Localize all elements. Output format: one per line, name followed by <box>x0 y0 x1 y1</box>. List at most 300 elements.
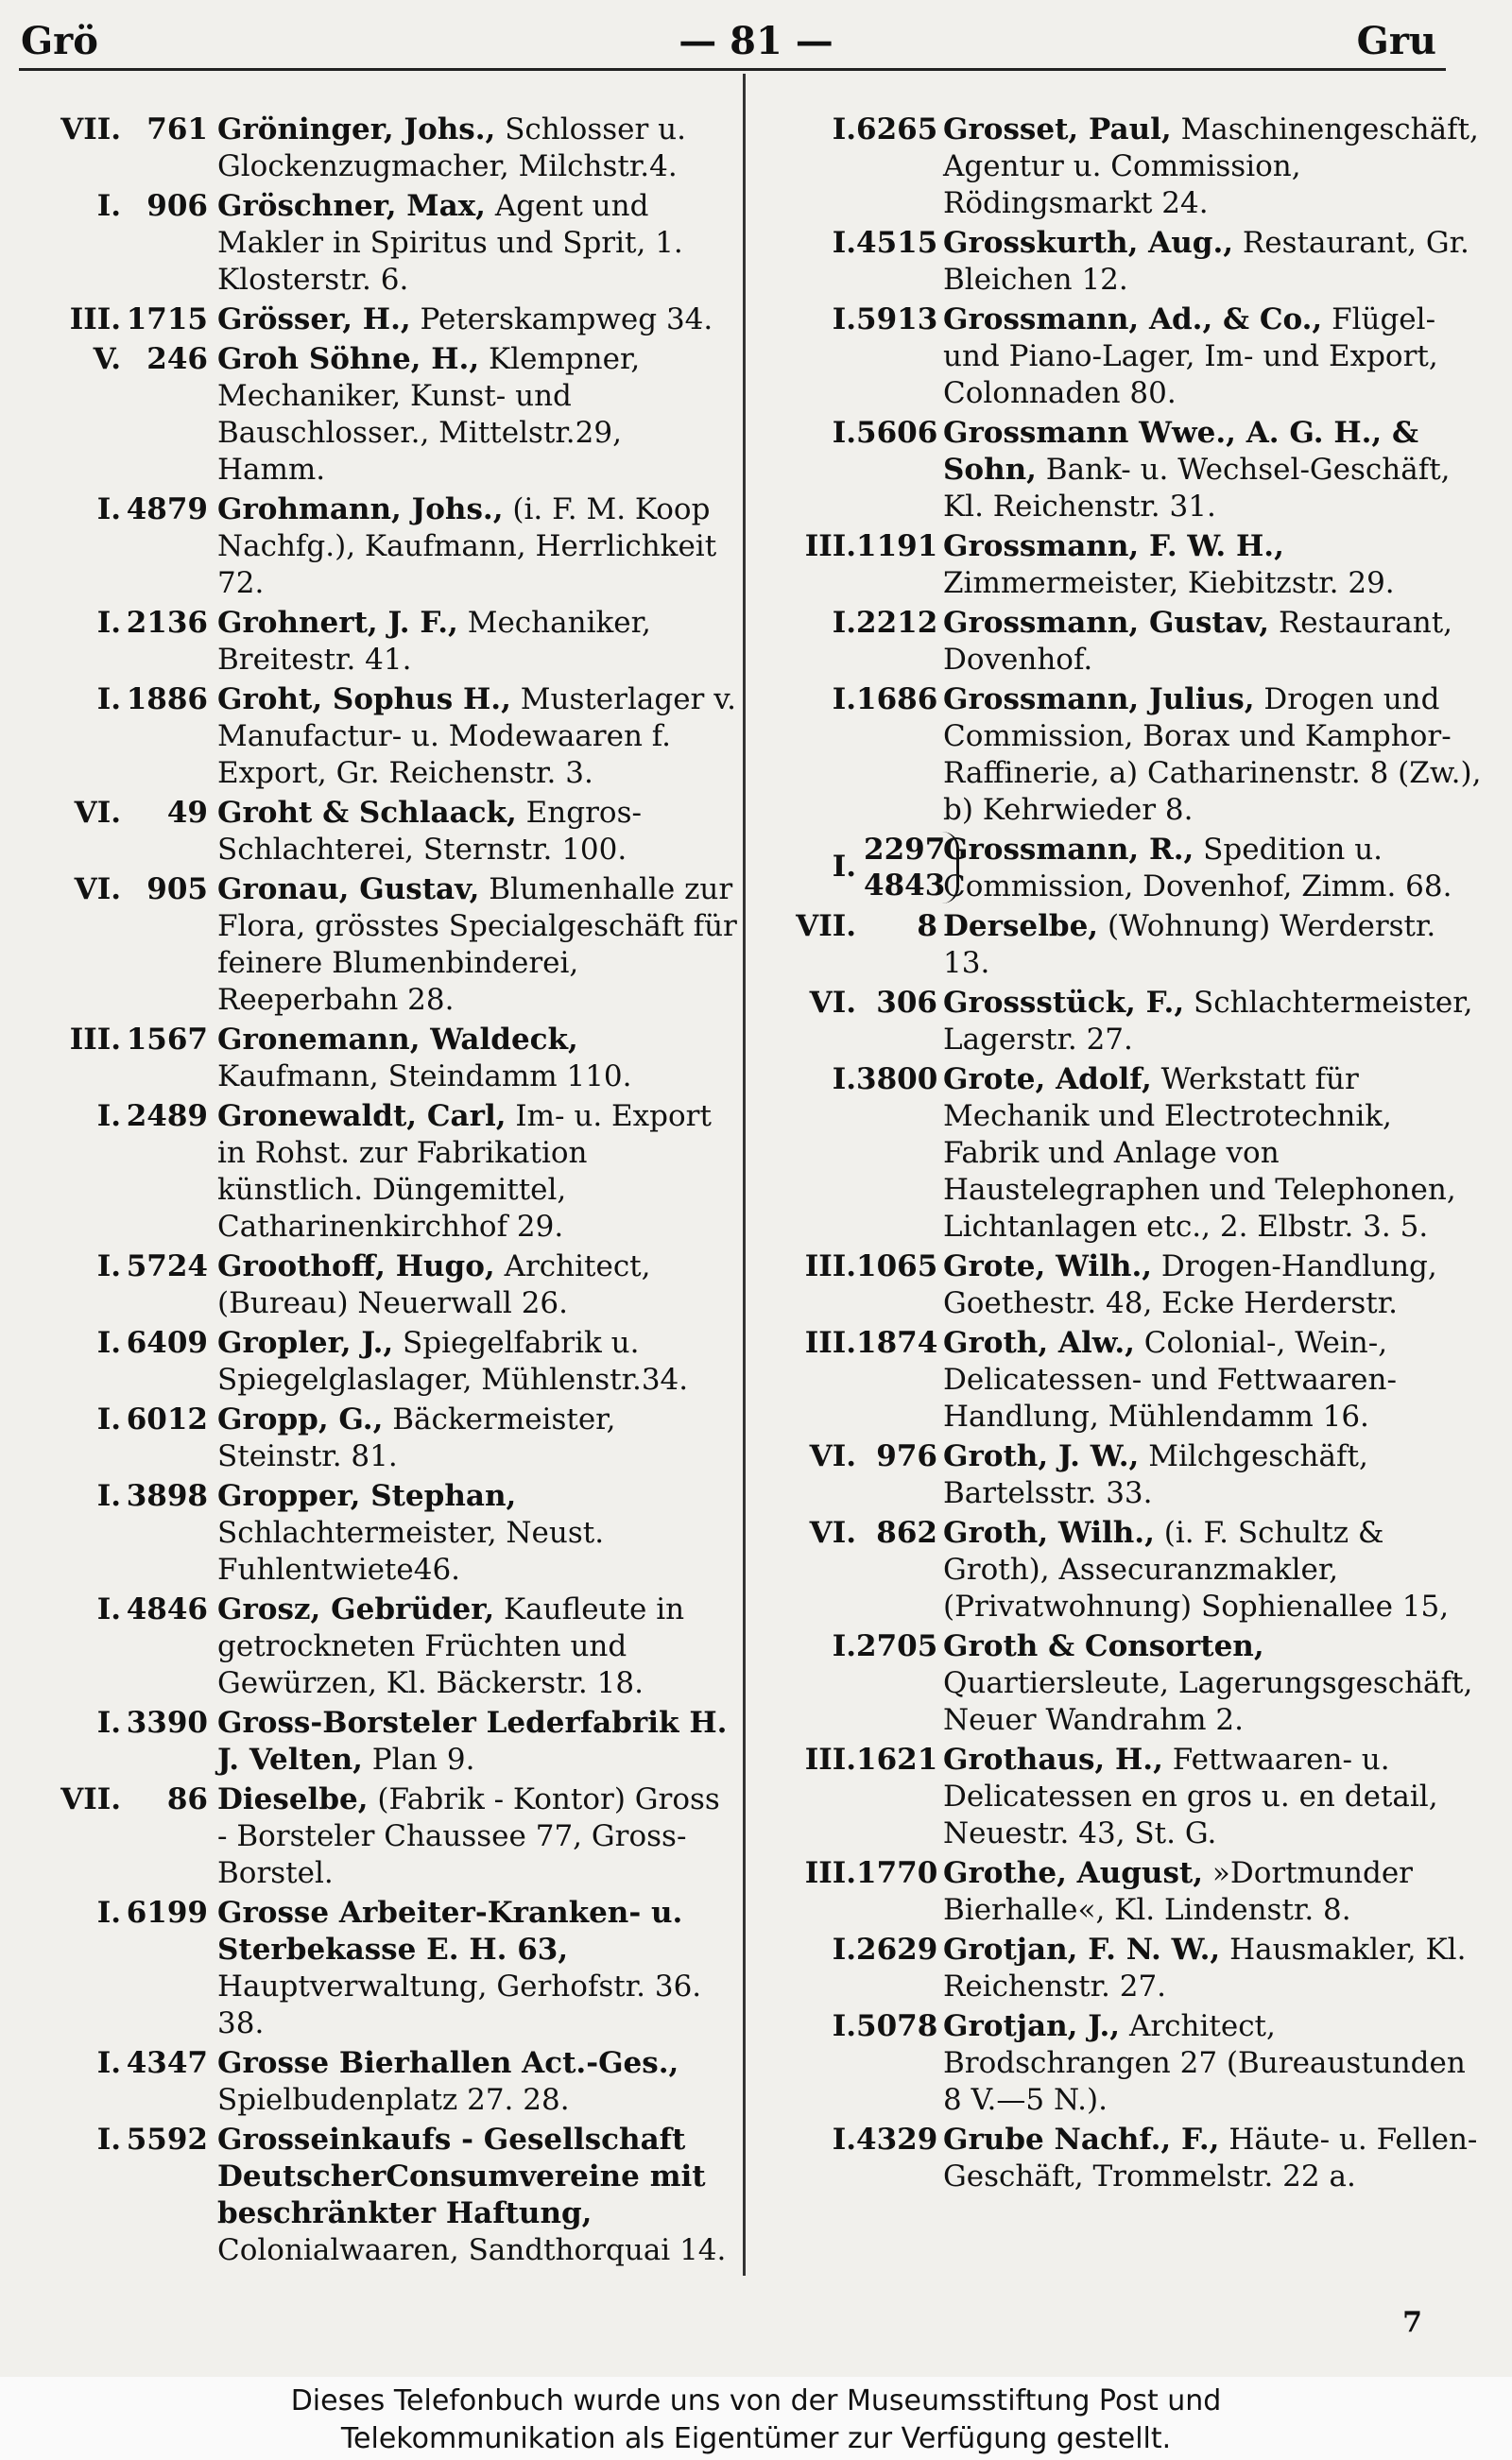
entry-name: Grotjan, F. N. W., <box>943 1933 1221 1967</box>
entry-body <box>217 1325 737 1399</box>
entry-number-group <box>860 832 959 903</box>
entry-number: 5724 <box>126 1249 208 1283</box>
entry-number: 3898 <box>126 1479 208 1513</box>
entry-description: Bank- u. Wechsel-Geschäft, Kl. Reichenstr. 31. <box>943 453 1451 524</box>
entry-description: Hausmakler, Kl. Reichenstr. 27. <box>943 1933 1467 2004</box>
entry-name: Grosseinkaufs - Gesellschaft DeutscherConsumvereine mit beschränkter Haftung, <box>217 2123 706 2230</box>
entry-phone <box>764 1628 943 1665</box>
entry-rayon: III. <box>804 529 856 563</box>
entry-phone <box>764 1248 943 1285</box>
entry-rayon: I. <box>832 1933 856 1967</box>
entry-number: 4843 <box>864 869 946 903</box>
entry-name: Gropper, Stephan, <box>217 1479 517 1513</box>
entry-phone <box>764 225 943 262</box>
entry-phone <box>9 1402 217 1438</box>
entry-phone <box>764 2122 943 2159</box>
entry-name: Gronau, Gustav, <box>217 872 480 906</box>
entry-description: Häute- u. Fellen-Geschäft, Trommelstr. 22 a. <box>943 2123 1478 2193</box>
entry-name: Grothe, August, <box>943 1856 1204 1890</box>
entry-rayon: I. <box>832 1629 856 1663</box>
entry-body <box>943 1438 1482 1512</box>
entry-rayon: I. <box>832 416 856 450</box>
entry-number: 905 <box>146 872 208 906</box>
entry-body <box>217 1781 737 1892</box>
entry-phone <box>764 605 943 642</box>
entry-name: Gropp, G., <box>217 1402 384 1436</box>
entry-rayon: I. <box>832 606 856 640</box>
entry-name: Grossmann, Gustav, <box>943 606 1270 640</box>
entry-body <box>943 1628 1482 1739</box>
entry-description: Spielbudenplatz 27. 28. <box>217 2083 570 2117</box>
entry-rayon: I. <box>96 1706 121 1740</box>
footer-line-2: Telekommunikation als Eigentümer zur Verfügung gestellt. <box>340 2422 1172 2455</box>
entry-number: 3390 <box>126 1706 208 1740</box>
entry-number: 49 <box>166 796 208 830</box>
entry-name: Grote, Wilh., <box>943 1249 1153 1283</box>
entry-body <box>217 1402 737 1475</box>
entry-number: 1567 <box>126 1023 208 1057</box>
directory-entry <box>9 1402 737 1475</box>
entry-body <box>217 1022 737 1095</box>
entry-phone <box>764 1061 943 1098</box>
entry-body <box>217 1591 737 1702</box>
entry-phone <box>764 681 943 718</box>
entry-phone <box>9 1895 217 1932</box>
directory-entry <box>9 2045 737 2119</box>
entry-rayon: I. <box>96 1896 121 1930</box>
entry-body <box>943 832 1482 905</box>
entry-number: 1686 <box>856 682 938 716</box>
directory-entry <box>9 301 737 338</box>
entry-body <box>217 1248 737 1322</box>
entry-name: Dieselbe, <box>217 1782 369 1816</box>
entry-name: Grosse Bierhallen Act.-Ges., <box>217 2046 679 2080</box>
entry-name: Groht & Schlaack, <box>217 796 517 830</box>
entry-body <box>943 985 1482 1058</box>
entry-number: 4329 <box>856 2123 938 2157</box>
entry-description: Plan 9. <box>371 1743 475 1777</box>
entry-phone <box>764 1325 943 1362</box>
entry-body <box>943 681 1482 829</box>
entry-phone <box>764 415 943 452</box>
entry-body <box>943 2122 1482 2195</box>
entry-rayon: VII. <box>60 112 121 146</box>
entry-phone <box>9 1781 217 1818</box>
directory-entry <box>764 1932 1482 2005</box>
entry-number: 2629 <box>856 1933 938 1967</box>
entry-rayon: III. <box>804 1326 856 1360</box>
entry-number: 1715 <box>126 302 208 336</box>
entry-name: Grosset, Paul, <box>943 112 1172 146</box>
entry-body <box>943 1515 1482 1626</box>
entry-description: Fettwaaren- u. Delicatessen en gros u. en detail, Neuestr. 43, St. G. <box>943 1743 1438 1850</box>
entry-description: (Wohnung) Werderstr. 13. <box>943 909 1436 980</box>
entry-name: Grossmann, Julius, <box>943 682 1255 716</box>
entry-number: 5078 <box>856 2009 938 2043</box>
entry-phone <box>9 2122 217 2159</box>
entry-name: Grotjan, J., <box>943 2009 1121 2043</box>
directory-entry <box>9 341 737 489</box>
entry-rayon: V. <box>93 342 121 376</box>
entry-description: Klempner, Mechaniker, Kunst- und Bauschlosser., Mittelstr.29, Hamm. <box>217 342 641 487</box>
entry-rayon: VI. <box>809 1516 856 1550</box>
entry-phone <box>9 1248 217 1285</box>
entry-name: Gronewaldt, Carl, <box>217 1099 507 1133</box>
entry-phone <box>764 1515 943 1552</box>
entry-rayon: I. <box>832 1062 856 1096</box>
entry-number: 862 <box>876 1516 937 1550</box>
entry-name: Grote, Adolf, <box>943 1062 1152 1096</box>
entry-description: Restaurant, Dovenhof. <box>943 606 1453 677</box>
entry-phone <box>9 1705 217 1742</box>
directory-entry <box>764 832 1482 905</box>
directory-entry <box>764 1325 1482 1436</box>
entry-description: Werkstatt für Mechanik und Electrotechnik, Fabrik und Anlage von Haustelegraphen und Telephonen, Lichtanlagen etc., 2. Elbstr. 3. 5. <box>943 1062 1456 1244</box>
entry-rayon: I. <box>96 1479 121 1513</box>
entry-description: Agent und Makler in Spiritus und Sprit, 1. Klosterstr. 6. <box>217 189 683 297</box>
entry-number: 2489 <box>126 1099 208 1133</box>
entry-number: 5913 <box>856 302 938 336</box>
column-divider <box>743 74 746 2276</box>
directory-entry <box>9 1098 737 1246</box>
entry-name: Grösser, H., <box>217 302 411 336</box>
entry-body <box>943 1325 1482 1436</box>
entry-description: Colonialwaaren, Sandthorquai 14. <box>217 2233 727 2267</box>
entry-rayon: VII. <box>796 909 856 943</box>
entry-description: Im- u. Export in Rohst. zur Fabrikation künstlich. Düngemittel, Catharinenkirchhof 29. <box>217 1099 712 1244</box>
directory-entry <box>764 528 1482 602</box>
entry-name: Groth, Wilh., <box>943 1516 1155 1550</box>
page-number: — 81 — <box>679 19 833 63</box>
entry-phone <box>9 1098 217 1135</box>
entry-body <box>943 1248 1482 1322</box>
entry-number: 1191 <box>856 529 938 563</box>
entry-rayon: I. <box>832 302 856 336</box>
footer-line-1: Dieses Telefonbuch wurde uns von der Museumsstiftung Post und <box>290 2384 1222 2417</box>
entry-number: 2297 <box>864 833 946 867</box>
entry-number: 5592 <box>126 2123 208 2157</box>
entry-rayon: III. <box>804 1743 856 1777</box>
entry-rayon: I. <box>96 1249 121 1283</box>
directory-entry <box>764 1515 1482 1626</box>
entry-name: Grossstück, F., <box>943 986 1185 1020</box>
entry-name: Grosse Arbeiter-Kranken- u. Sterbekasse E. H. 63, <box>217 1896 683 1967</box>
directory-entry <box>9 795 737 869</box>
entry-body <box>943 1855 1482 1929</box>
directory-entry <box>764 225 1482 299</box>
entry-number: 2212 <box>856 606 938 640</box>
entry-body <box>217 871 737 1019</box>
page-header <box>0 0 1512 66</box>
entry-description: Quartiersleute, Lagerungsgeschäft, Neuer Wandrahm 2. <box>943 1666 1473 1737</box>
entry-description: Spiegelfabrik u. Spiegelglaslager, Mühlenstr.34. <box>217 1326 689 1397</box>
entry-phone <box>764 1855 943 1892</box>
directory-entry <box>764 415 1482 525</box>
directory-entry <box>9 491 737 602</box>
entry-description: Zimmermeister, Kiebitzstr. 29. <box>943 566 1395 600</box>
header-left-keyword: Grö <box>21 19 98 63</box>
entry-rayon: VI. <box>809 1439 856 1473</box>
right-column <box>764 112 1482 2198</box>
entry-rayon: I. <box>832 112 856 146</box>
entry-body <box>217 112 737 185</box>
directory-entry <box>9 681 737 792</box>
directory-entry <box>9 871 737 1019</box>
entry-body <box>217 2045 737 2119</box>
entry-rayon: III. <box>69 1023 121 1057</box>
entry-number: 6012 <box>126 1402 208 1436</box>
entry-phone <box>9 1022 217 1058</box>
entry-number: 6199 <box>126 1896 208 1930</box>
entry-phone <box>764 985 943 1022</box>
entry-description: Mechaniker, Breitestr. 41. <box>217 606 651 677</box>
directory-entry <box>9 1895 737 2042</box>
left-column <box>9 112 737 2272</box>
entry-description: Schlachtermeister, Neust. Fuhlentwiete46. <box>217 1516 605 1587</box>
entry-rayon: I. <box>96 606 121 640</box>
entry-body <box>217 1098 737 1246</box>
directory-entry <box>9 188 737 299</box>
entry-name: Groth, Alw., <box>943 1326 1135 1360</box>
entry-number: 1886 <box>126 682 208 716</box>
entry-number: 906 <box>146 189 208 223</box>
directory-entry <box>764 112 1482 222</box>
directory-entry <box>9 1705 737 1779</box>
entry-rayon: III. <box>804 1856 856 1890</box>
entry-number: 4846 <box>126 1592 208 1626</box>
entry-body <box>943 1932 1482 2005</box>
entry-name: Derselbe, <box>943 909 1099 943</box>
entry-description: Drogen und Commission, Borax und Kamphor-Raffinerie, a) Catharinenstr. 8 (Zw.), b) Kehrwieder 8. <box>943 682 1482 827</box>
directory-entry <box>764 681 1482 829</box>
entry-phone <box>9 112 217 148</box>
entry-rayon: I. <box>832 682 856 716</box>
entry-rayon: I. <box>832 226 856 260</box>
entry-phone <box>9 681 217 718</box>
entry-name: Grossmann, Ad., & Co., <box>943 302 1323 336</box>
directory-entry <box>764 908 1482 982</box>
entry-number: 976 <box>876 1439 937 1473</box>
directory-entry <box>764 1248 1482 1322</box>
entry-phone <box>764 1438 943 1475</box>
entry-description: (Fabrik - Kontor) Gross - Borsteler Chaussee 77, Gross-Borstel. <box>217 1782 720 1890</box>
entry-description: Schlachtermeister, Lagerstr. 27. <box>943 986 1473 1057</box>
entry-phone <box>9 341 217 378</box>
entry-description: Kaufmann, Steindamm 110. <box>217 1059 632 1093</box>
entry-description: Musterlager v. Manufactur- u. Modewaaren f. Export, Gr. Reichenstr. 3. <box>217 682 736 790</box>
entry-description: Restaurant, Gr. Bleichen 12. <box>943 226 1469 297</box>
entry-description: Spedition u. Commission, Dovenhof, Zimm. 68. <box>943 833 1452 903</box>
entry-number: 4347 <box>126 2046 208 2080</box>
entry-name: Gröschner, Max, <box>217 189 486 223</box>
entry-body <box>943 225 1482 299</box>
entry-rayon: I. <box>96 492 121 526</box>
entry-phone <box>9 1478 217 1515</box>
entry-name: Groh Söhne, H., <box>217 342 480 376</box>
entry-phone <box>764 832 946 903</box>
entry-description: Maschinengeschäft, Agentur u. Commission, Rödingsmarkt 24. <box>943 112 1479 220</box>
entry-body <box>943 2008 1482 2119</box>
entry-phone <box>9 795 217 832</box>
entry-number: 246 <box>146 342 208 376</box>
directory-entry <box>764 301 1482 412</box>
directory-entry <box>9 1781 737 1892</box>
directory-entry <box>9 1022 737 1095</box>
entry-phone <box>764 528 943 565</box>
entry-rayon: I. <box>832 2009 856 2043</box>
entry-body <box>217 341 737 489</box>
entry-number: 761 <box>146 112 208 146</box>
entry-phone <box>9 1325 217 1362</box>
entry-description: Architect, Brodschrangen 27 (Bureaustunden 8 V.—5 N.). <box>943 2009 1466 2117</box>
entry-phone <box>9 871 217 908</box>
entry-phone <box>9 188 217 225</box>
entry-description: Schlosser u. Glockenzugmacher, Milchstr.4. <box>217 112 686 183</box>
page-mark: 7 <box>1402 2306 1422 2339</box>
entry-body <box>943 1742 1482 1852</box>
entry-number: 8 <box>917 909 937 943</box>
entry-phone <box>9 2045 217 2082</box>
footer-notice <box>0 2377 1512 2460</box>
entry-body <box>943 528 1482 602</box>
entry-number: 86 <box>166 1782 208 1816</box>
entry-phone <box>9 605 217 642</box>
directory-entry <box>764 1855 1482 1929</box>
entry-rayon: III. <box>804 1249 856 1283</box>
entry-description: Colonial-, Wein-, Delicatessen- und Fettwaaren-Handlung, Mühlendamm 16. <box>943 1326 1397 1434</box>
entry-rayon: I. <box>832 2123 856 2157</box>
entry-name: Grothaus, H., <box>943 1743 1163 1777</box>
entry-rayon: I. <box>832 849 856 884</box>
entry-description: Drogen-Handlung, Goethestr. 48, Ecke Herderstr. <box>943 1249 1437 1320</box>
entry-number: 2136 <box>126 606 208 640</box>
entry-rayon: I. <box>96 189 121 223</box>
entry-phone <box>764 2008 943 2045</box>
entry-description: (i. F. Schultz & Groth), Assecuranzmakler, (Privatwohnung) Sophienallee 15, <box>943 1516 1450 1624</box>
entry-body <box>943 605 1482 679</box>
entry-number: 6265 <box>856 112 938 146</box>
entry-description: Milchgeschäft, Bartelsstr. 33. <box>943 1439 1368 1510</box>
directory-entry <box>9 1591 737 1702</box>
directory-entry <box>764 2122 1482 2195</box>
entry-name: Grossmann, F. W. H., <box>943 529 1284 563</box>
entry-number: 4515 <box>856 226 938 260</box>
directory-entry <box>9 1478 737 1589</box>
entry-body <box>217 2122 737 2269</box>
entry-name: Grohmann, Johs., <box>217 492 504 526</box>
entry-number: 1065 <box>856 1249 938 1283</box>
directory-entry <box>9 605 737 679</box>
entry-phone <box>9 301 217 338</box>
directory-entry <box>764 1628 1482 1739</box>
entry-phone <box>764 908 943 945</box>
entry-rayon: I. <box>96 1326 121 1360</box>
entry-description: (i. F. M. Koop Nachfg.), Kaufmann, Herrlichkeit 72. <box>217 492 717 600</box>
header-right-keyword: Gru <box>1356 19 1436 63</box>
entry-body <box>943 908 1482 982</box>
entry-name: Gropler, J., <box>217 1326 394 1360</box>
entry-name: Grube Nachf., F., <box>943 2123 1220 2157</box>
entry-name: Gronemann, Waldeck, <box>217 1023 578 1057</box>
entry-phone <box>9 1591 217 1628</box>
entry-name: Groth & Consorten, <box>943 1629 1264 1663</box>
entry-description: »Dortmunder Bierhalle«, Kl. Lindenstr. 8. <box>943 1856 1413 1927</box>
entry-description: Blumenhalle zur Flora, grösstes Specialgeschäft für feinere Blumenbinderei, Reeperbahn 28. <box>217 872 737 1017</box>
entry-body <box>217 681 737 792</box>
entry-name: Gröninger, Johs., <box>217 112 496 146</box>
entry-body <box>943 1061 1482 1246</box>
entry-phone <box>9 491 217 528</box>
entry-number: 6409 <box>126 1326 208 1360</box>
entry-body <box>217 188 737 299</box>
entry-rayon: I. <box>96 2046 121 2080</box>
entry-rayon: III. <box>69 302 121 336</box>
entry-name: Groothoff, Hugo, <box>217 1249 495 1283</box>
entry-number: 1770 <box>856 1856 938 1890</box>
directory-entry <box>9 112 737 185</box>
entry-rayon: VI. <box>809 986 856 1020</box>
entry-body <box>217 605 737 679</box>
entry-number: 2705 <box>856 1629 938 1663</box>
entry-rayon: VI. <box>74 872 121 906</box>
entry-name: Grosz, Gebrüder, <box>217 1592 495 1626</box>
entry-description: Hauptverwaltung, Gerhofstr. 36. 38. <box>217 1970 702 2040</box>
entry-description: Peterskampweg 34. <box>420 302 713 336</box>
directory-entry <box>764 2008 1482 2119</box>
entry-phone <box>764 112 943 148</box>
entry-number: 1621 <box>856 1743 938 1777</box>
entry-description: Kaufleute in getrockneten Früchten und Gewürzen, Kl. Bäckerstr. 18. <box>217 1592 685 1700</box>
directory-entry <box>9 2122 737 2269</box>
directory-entry <box>764 605 1482 679</box>
entry-name: Grossmann, R., <box>943 833 1194 867</box>
entry-body <box>217 301 737 338</box>
entry-body <box>943 415 1482 525</box>
entry-body <box>217 1705 737 1779</box>
entry-rayon: I. <box>96 1402 121 1436</box>
entry-description: Flügel- und Piano-Lager, Im- und Export, Colonnaden 80. <box>943 302 1438 410</box>
entry-body <box>217 795 737 869</box>
entry-name: Groth, J. W., <box>943 1439 1140 1473</box>
entry-name: Grossmann Wwe., A. G. H., & Sohn, <box>943 416 1418 487</box>
entry-name: Groht, Sophus H., <box>217 682 511 716</box>
directory-entry <box>764 985 1482 1058</box>
entry-body <box>217 1895 737 2042</box>
entry-rayon: VII. <box>60 1782 121 1816</box>
entry-description: Engros-Schlachterei, Sternstr. 100. <box>217 796 642 867</box>
entry-rayon: I. <box>96 682 121 716</box>
entry-body <box>943 112 1482 222</box>
entry-body <box>217 1478 737 1589</box>
entry-rayon: I. <box>96 1592 121 1626</box>
entry-phone <box>764 1932 943 1969</box>
entry-name: Grohnert, J. F., <box>217 606 458 640</box>
entry-phone <box>764 1742 943 1779</box>
directory-entry <box>9 1248 737 1322</box>
entry-number: 4879 <box>126 492 208 526</box>
entry-phone <box>764 301 943 338</box>
directory-entry <box>764 1061 1482 1246</box>
entry-number: 5606 <box>856 416 938 450</box>
directory-entry <box>764 1438 1482 1512</box>
entry-description: Bäckermeister, Steinstr. 81. <box>217 1402 616 1473</box>
entry-name: Grosskurth, Aug., <box>943 226 1234 260</box>
entry-number: 3800 <box>856 1062 938 1096</box>
entry-name: Gross-Borsteler Lederfabrik H. J. Velten, <box>217 1706 728 1777</box>
entry-body <box>943 301 1482 412</box>
entry-number: 306 <box>876 986 937 1020</box>
entry-number: 1874 <box>856 1326 938 1360</box>
